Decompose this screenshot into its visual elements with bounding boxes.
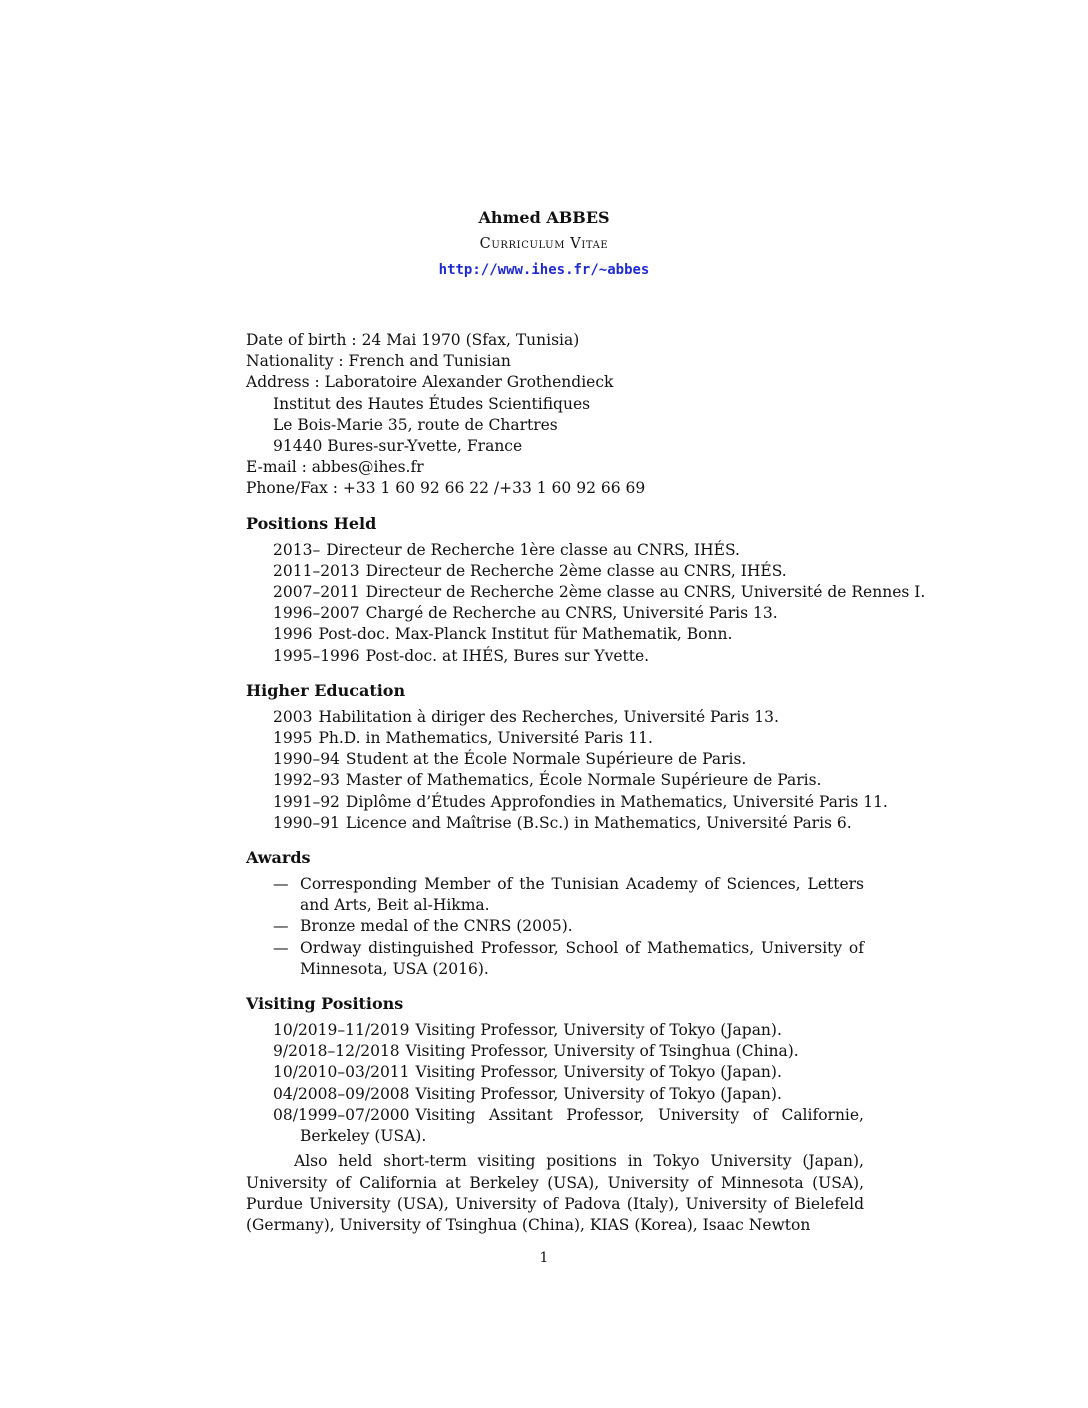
address-line: 91440 Bures-sur-Yvette, France [273, 437, 523, 456]
list-item [246, 728, 886, 749]
item-years: 2007–2011 [273, 583, 360, 602]
list-item [246, 540, 886, 561]
list-item [246, 624, 886, 645]
phone-line: Phone/Fax : +33 1 60 92 66 22 /+33 1 60 92 66 69 [246, 479, 646, 498]
item-text: Visiting Professor, University of Tsinghua (China). [405, 1042, 799, 1061]
list-item [246, 874, 886, 916]
cv-header [0, 205, 1088, 283]
item-text: Visiting Assitant Professor, University of Californie, Berkeley (USA). [300, 1105, 864, 1146]
list-item [246, 1084, 886, 1105]
list-item [246, 646, 886, 667]
personal-info [246, 330, 886, 500]
item-years: 1990–94 [273, 750, 340, 769]
list-item [246, 813, 886, 834]
nationality-line: Nationality : French and Tunisian [246, 352, 511, 371]
section-heading: Awards [246, 848, 311, 868]
item-years: 1996 [273, 625, 313, 644]
item-years: 1996–2007 [273, 604, 360, 623]
list-item [246, 603, 886, 624]
item-years: 04/2008–09/2008 [273, 1084, 410, 1103]
item-text: Chargé de Recherche au CNRS, Université Paris 13. [365, 604, 778, 623]
homepage-link[interactable]: http://www.ihes.fr/~abbes [438, 262, 650, 278]
item-text: Directeur de Recherche 1ère classe au CNRS, IHÉS. [326, 540, 740, 559]
item-text: Ordway distinguished Professor, School of Mathematics, University of Minnesota, USA (2016). [300, 938, 864, 978]
item-text: Post-doc. Max-Planck Institut für Mathematik, Bonn. [318, 625, 733, 644]
awards-section [246, 847, 886, 980]
item-text: Licence and Maîtrise (B.Sc.) in Mathematics, Université Paris 6. [345, 813, 852, 832]
visiting-paragraph: Also held short-term visiting positions in Tokyo University (Japan), University of California at Berkeley (USA), University of Minnesota (USA), Purdue University (USA), University of Padova (Italy), University of Bielefeld (Germany), University of Tsinghua (China), KIAS (Korea), Isaac Newton [246, 1152, 864, 1234]
item-years: 2011–2013 [273, 561, 360, 580]
item-text: Visiting Professor, University of Tokyo (Japan). [415, 1084, 782, 1103]
item-text: Student at the École Normale Supérieure de Paris. [345, 750, 747, 769]
item-text: Bronze medal of the CNRS (2005). [300, 917, 573, 936]
address-line: Institut des Hautes Études Scientifiques [273, 394, 591, 413]
birth-line: Date of birth : 24 Mai 1970 (Sfax, Tunisia) [246, 331, 580, 349]
education-section [246, 680, 886, 834]
item-years: 10/2010–03/2011 [273, 1063, 410, 1082]
address-line: Le Bois-Marie 35, route de Chartres [273, 415, 558, 434]
item-text: Habilitation à diriger des Recherches, Université Paris 13. [318, 707, 779, 726]
list-item [246, 582, 926, 603]
list-item [246, 916, 886, 937]
section-heading: Visiting Positions [246, 994, 404, 1014]
item-years: 2003 [273, 707, 313, 726]
author-name: Ahmed ABBES [478, 208, 610, 227]
item-text: Diplôme d’Études Approfondies in Mathematics, Université Paris 11. [345, 792, 888, 811]
list-item [246, 749, 886, 770]
item-years: 2013– [273, 540, 321, 559]
list-item [246, 792, 886, 813]
list-item [246, 1062, 886, 1083]
list-item [246, 1041, 886, 1062]
list-item [246, 938, 886, 980]
dash-bullet: — [273, 917, 289, 936]
list-item [246, 707, 886, 728]
email-line: E-mail : abbes@ihes.fr [246, 458, 424, 477]
section-heading: Higher Education [246, 680, 406, 700]
item-years: 1995–1996 [273, 646, 360, 665]
item-years: 1992–93 [273, 771, 340, 790]
list-item [246, 770, 886, 791]
item-years: 1991–92 [273, 792, 340, 811]
item-text: Directeur de Recherche 2ème classe au CNRS, IHÉS. [365, 561, 787, 580]
section-heading: Positions Held [246, 513, 377, 533]
dash-bullet: — [273, 875, 289, 894]
item-text: Ph.D. in Mathematics, Université Paris 11. [318, 729, 653, 748]
list-item [246, 1105, 864, 1147]
cv-body [246, 330, 926, 1236]
item-text: Corresponding Member of the Tunisian Academy of Sciences, Letters and Arts, Beit al-Hikma. [300, 875, 864, 915]
item-text: Visiting Professor, University of Tokyo (Japan). [415, 1021, 782, 1040]
page-number: 1 [539, 1250, 549, 1266]
list-item [246, 561, 886, 582]
item-years: 08/1999–07/2000 [273, 1105, 410, 1124]
item-text: Directeur de Recherche 2ème classe au CNRS, Université de Rennes I. [365, 583, 926, 602]
item-years: 1995 [273, 729, 313, 748]
positions-section [246, 513, 926, 667]
address-line: Address : Laboratoire Alexander Grothendieck [246, 373, 614, 392]
item-text: Visiting Professor, University of Tokyo (Japan). [415, 1063, 782, 1082]
item-text: Post-doc. at IHÉS, Bures sur Yvette. [365, 646, 650, 665]
item-years: 9/2018–12/2018 [273, 1042, 400, 1061]
item-text: Master of Mathematics, École Normale Supérieure de Paris. [345, 771, 822, 790]
list-item [246, 1020, 886, 1041]
dash-bullet: — [273, 938, 289, 957]
item-years: 10/2019–11/2019 [273, 1021, 410, 1040]
item-years: 1990–91 [273, 813, 340, 832]
document-subtitle: Curriculum Vitae [479, 236, 609, 252]
visiting-section [246, 993, 886, 1236]
